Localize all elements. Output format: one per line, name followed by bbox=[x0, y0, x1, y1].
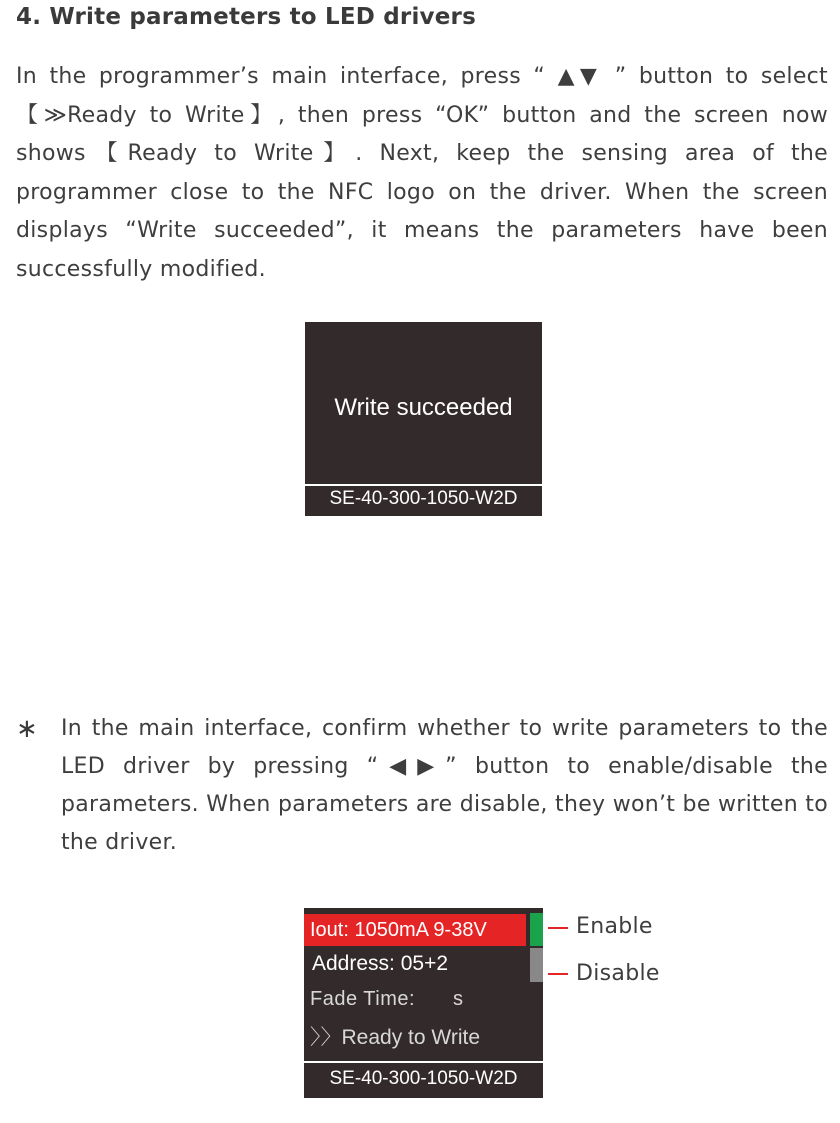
fade-time-unit: s bbox=[453, 988, 464, 1010]
screen-divider bbox=[304, 1061, 543, 1063]
section-heading: 4. Write parameters to LED drivers bbox=[16, 4, 476, 30]
address-row: Address: 05+2 bbox=[312, 952, 449, 975]
fade-time-row bbox=[310, 988, 464, 1011]
instruction-paragraph: In the programmer’s main interface, press “ ▲▼ ” button to select 【≫Ready to Write】, then press “OK” button and the screen now shows【Ready to Write】. Next, keep the sensing area of the programmer close to the NFC logo on the driver. When the screen displays “Write succeeded”, it means the parameters have been successfully modified. bbox=[16, 64, 828, 282]
disable-leader-line bbox=[548, 973, 568, 975]
disable-indicator bbox=[530, 948, 543, 982]
enable-indicator bbox=[530, 913, 543, 946]
iout-row bbox=[304, 914, 526, 946]
enable-callout: Enable bbox=[576, 914, 653, 939]
enable-leader-line bbox=[548, 927, 568, 929]
disable-callout: Disable bbox=[576, 961, 660, 986]
programmer-screen-main bbox=[304, 908, 543, 1098]
model-number: SE-40-300-1050-W2D bbox=[329, 1068, 518, 1089]
asterisk-icon: ∗ bbox=[16, 714, 39, 744]
model-number: SE-40-300-1050-W2D bbox=[329, 488, 518, 509]
note-text: In the main interface, confirm whether to write parameters to the LED driver by pressing “◀▶” button to enable/disable the parameters. When parameters are disable, they won’t be written to the driver. bbox=[61, 716, 828, 855]
note-block bbox=[16, 710, 828, 862]
screen-divider bbox=[305, 484, 542, 486]
programmer-screen-success bbox=[305, 322, 542, 516]
ready-to-write-row: 〉〉Ready to Write bbox=[310, 1026, 480, 1049]
write-succeeded-message: Write succeeded bbox=[334, 394, 513, 421]
fade-time-label: Fade Time: bbox=[310, 988, 416, 1010]
iout-label: Iout: 1050mA 9-38V bbox=[310, 919, 487, 941]
